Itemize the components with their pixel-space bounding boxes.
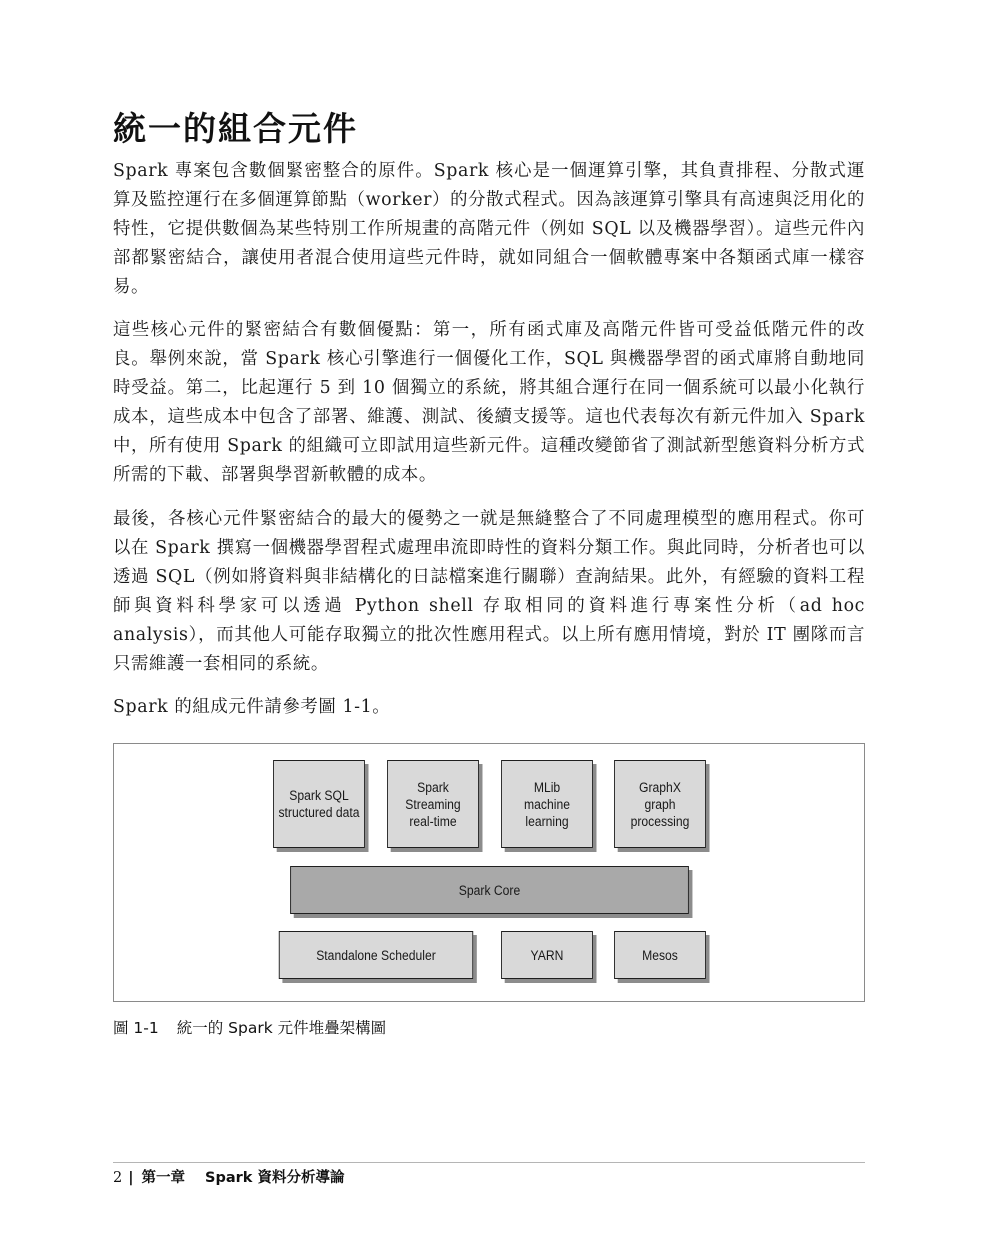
mesos-box: Mesos bbox=[614, 931, 706, 979]
chapter-title: Spark 資料分析導論 bbox=[205, 1170, 345, 1186]
spark-stack-diagram bbox=[113, 743, 865, 1002]
yarn-box: YARN bbox=[501, 931, 593, 979]
spark-sql-box: Spark SQL structured data bbox=[273, 760, 365, 848]
figure-number: 圖 1-1 bbox=[113, 1019, 159, 1037]
page-number: 2 bbox=[113, 1170, 123, 1186]
chapter-label: 第一章 bbox=[141, 1170, 186, 1186]
spark-core-box: Spark Core bbox=[290, 866, 689, 914]
spark-streaming-box: Spark Streaming real-time bbox=[387, 760, 479, 848]
footer-divider bbox=[113, 1162, 865, 1163]
graphx-box: GraphX graph processing bbox=[614, 760, 706, 848]
paragraph-3: 最後，各核心元件緊密結合的最大的優勢之一就是無縫整合了不同處理模型的應用程式。你可以在 Spark 撰寫一個機器學習程式處理串流即時性的資料分類工作。與此同時，分析者也可以透過 SQL（例如將資料與非結構化的日誌檔案進行關聯）查詢結果。此外，有經驗的資料工程師與資料科學家可以透過 Python shell 存取相同的資料進行專案性分析（ad hoc analysis），而其他人可能存取獨立的批次性應用程式。以上所有應用情境，對於 IT 團隊而言只需維護一套相同的系統。 bbox=[113, 509, 865, 674]
footer-separator: | bbox=[128, 1170, 134, 1186]
section-heading: 統一的組合元件 bbox=[113, 109, 358, 148]
figure-caption bbox=[113, 1016, 386, 1038]
standalone-scheduler-box: Standalone Scheduler bbox=[279, 931, 473, 979]
mlib-box: MLib machine learning bbox=[501, 760, 593, 848]
figure-caption-text: 統一的 Spark 元件堆疊架構圖 bbox=[176, 1019, 387, 1037]
paragraph-1: Spark 專案包含數個緊密整合的原件。Spark 核心是一個運算引擎，其負責排程、分散式運算及監控運行在多個運算節點（worker）的分散式程式。因為該運算引擎具有高速與泛用化的特性，它提供數個為某些特別工作所規畫的高階元件（例如 SQL 以及機器學習）。這些元件內部都緊密結合，讓使用者混合使用這些元件時，就如同組合一個軟體專案中各類函式庫一樣容易。 bbox=[113, 161, 865, 297]
paragraph-figure-reference: Spark 的組成元件請參考圖 1-1。 bbox=[113, 697, 391, 717]
paragraph-2: 這些核心元件的緊密結合有數個優點：第一，所有函式庫及高階元件皆可受益低階元件的改良。舉例來說，當 Spark 核心引擎進行一個優化工作，SQL 與機器學習的函式庫將自動地同時受益。第二，比起運行 5 到 10 個獨立的系統，將其組合運行在同一個系統可以最小化執行成本，這些成本中包含了部署、維護、測試、後續支援等。這也代表每次有新元件加入 Spark 中，所有使用 Spark 的組織可立即試用這些新元件。這種改變節省了測試新型態資料分析方式所需的下載、部署與學習新軟體的成本。 bbox=[113, 320, 865, 485]
page-footer bbox=[113, 1166, 344, 1187]
